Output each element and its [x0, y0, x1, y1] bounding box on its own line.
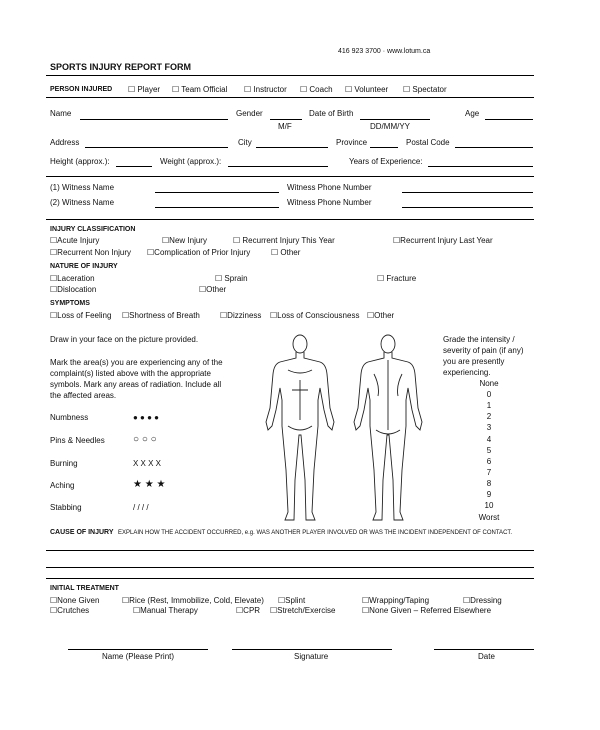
- role-coach-checkbox[interactable]: ☐ Coach: [300, 85, 333, 94]
- nature-label: NATURE OF INJURY: [50, 263, 118, 270]
- treatment-label: INITIAL TREATMENT: [50, 585, 119, 592]
- address-field[interactable]: [85, 147, 228, 148]
- pain-scale-7[interactable]: 7: [486, 468, 492, 477]
- province-field[interactable]: [370, 147, 398, 148]
- symptoms-label: SYMPTOMS: [50, 300, 90, 307]
- witness-2-label: (2) Witness Name: [50, 198, 115, 207]
- age-label: Age: [465, 109, 480, 118]
- date-field[interactable]: [434, 649, 534, 650]
- divider: [46, 75, 534, 76]
- dressing-checkbox[interactable]: ☐Dressing: [463, 596, 502, 605]
- pain-scale-4[interactable]: 4: [486, 435, 492, 444]
- legend-burning-symbol: X X X X: [133, 459, 162, 468]
- pain-scale-worst: Worst: [478, 513, 500, 522]
- body-back-figure: [354, 335, 422, 520]
- role-player-checkbox[interactable]: ☐ Player: [128, 85, 161, 94]
- weight-field[interactable]: [228, 166, 328, 167]
- postal-label: Postal Code: [406, 138, 450, 147]
- recurrent-last-year-checkbox[interactable]: ☐Recurrent Injury Last Year: [393, 236, 493, 245]
- body-front-figure: [266, 335, 334, 520]
- contact-info: 416 923 3700 · www.lotum.ca: [338, 48, 431, 55]
- cpr-checkbox[interactable]: ☐CPR: [236, 606, 261, 615]
- experience-label: Years of Experience:: [349, 157, 423, 166]
- date-label: Date: [478, 652, 495, 661]
- age-field[interactable]: [485, 119, 533, 120]
- nature-other-checkbox[interactable]: ☐Other: [199, 285, 227, 294]
- pain-scale-6[interactable]: 6: [486, 457, 492, 466]
- cause-label: CAUSE OF INJURY: [50, 529, 114, 536]
- sprain-checkbox[interactable]: ☐ Sprain: [215, 274, 248, 283]
- witness-1-phone-label: Witness Phone Number: [287, 183, 372, 192]
- divider: [46, 219, 534, 220]
- dob-field[interactable]: [360, 119, 430, 120]
- person-injured-label: PERSON INJURED: [50, 86, 113, 93]
- name-label: Name: [50, 109, 72, 118]
- experience-field[interactable]: [428, 166, 533, 167]
- legend-pins-symbol: ○ ○ ○: [133, 434, 157, 445]
- dizziness-checkbox[interactable]: ☐Dizziness: [220, 311, 262, 320]
- dislocation-checkbox[interactable]: ☐Dislocation: [50, 285, 97, 294]
- print-name-field[interactable]: [68, 649, 208, 650]
- pain-scale-9[interactable]: 9: [486, 490, 492, 499]
- pain-scale-3[interactable]: 3: [486, 423, 492, 432]
- address-label: Address: [50, 138, 80, 147]
- role-spectator-checkbox[interactable]: ☐ Spectator: [403, 85, 447, 94]
- gender-hint: M/F: [278, 122, 292, 131]
- mark-instruction-3: symbols. Mark any areas of radiation. Include all: [50, 380, 222, 389]
- city-field[interactable]: [256, 147, 328, 148]
- draw-instruction: Draw in your face on the picture provided.: [50, 335, 199, 344]
- pain-scale-0[interactable]: 0: [486, 390, 492, 399]
- height-label: Height (approx.):: [50, 157, 110, 166]
- shortness-of-breath-checkbox[interactable]: ☐Shortness of Breath: [122, 311, 200, 320]
- witness-2-field[interactable]: [155, 207, 279, 208]
- cause-line-1[interactable]: [46, 550, 534, 551]
- crutches-checkbox[interactable]: ☐Crutches: [50, 606, 90, 615]
- legend-burning-label: Burning: [50, 459, 78, 468]
- signature-field[interactable]: [232, 649, 392, 650]
- loss-of-consciousness-checkbox[interactable]: ☐Loss of Consciousness: [270, 311, 360, 320]
- wrapping-checkbox[interactable]: ☐Wrapping/Taping: [362, 596, 430, 605]
- pain-scale-5[interactable]: 5: [486, 446, 492, 455]
- witness-1-phone-field[interactable]: [402, 192, 533, 193]
- dob-label: Date of Birth: [309, 109, 354, 118]
- pain-scale-2[interactable]: 2: [486, 412, 492, 421]
- pain-title-1: Grade the intensity /: [443, 335, 515, 344]
- stretch-checkbox[interactable]: ☐Stretch/Exercise: [270, 606, 336, 615]
- pain-scale-8[interactable]: 8: [486, 479, 492, 488]
- mark-instruction-1: Mark the area(s) you are experiencing any of the: [50, 358, 223, 367]
- legend-stabbing-label: Stabbing: [50, 503, 82, 512]
- legend-pins-label: Pins & Needles: [50, 436, 105, 445]
- legend-numbness-symbol: ● ● ● ●: [133, 413, 159, 422]
- divider: [46, 176, 534, 177]
- loss-of-feeling-checkbox[interactable]: ☐Loss of Feeling: [50, 311, 112, 320]
- height-field[interactable]: [116, 166, 152, 167]
- role-instructor-checkbox[interactable]: ☐ Instructor: [244, 85, 287, 94]
- city-label: City: [238, 138, 252, 147]
- name-field[interactable]: [80, 119, 228, 120]
- cause-line-2[interactable]: [46, 567, 534, 568]
- postal-field[interactable]: [455, 147, 533, 148]
- print-name-label: Name (Please Print): [102, 652, 175, 661]
- recurrent-non-injury-checkbox[interactable]: ☐Recurrent Non Injury: [50, 248, 131, 257]
- recurrent-this-year-checkbox[interactable]: ☐ Recurrent Injury This Year: [233, 236, 335, 245]
- classification-other-checkbox[interactable]: ☐ Other: [271, 248, 301, 257]
- referred-checkbox[interactable]: ☐None Given – Referred Elsewhere: [362, 606, 492, 615]
- splint-checkbox[interactable]: ☐Splint: [278, 596, 306, 605]
- divider: [46, 97, 534, 98]
- weight-label: Weight (approx.):: [160, 157, 222, 166]
- witness-1-label: (1) Witness Name: [50, 183, 115, 192]
- legend-numbness-label: Numbness: [50, 413, 89, 422]
- symptoms-other-checkbox[interactable]: ☐Other: [367, 311, 395, 320]
- signature-label: Signature: [294, 652, 329, 661]
- pain-title-2: severity of pain (if any): [443, 346, 524, 355]
- divider: [46, 578, 534, 579]
- none-given-checkbox[interactable]: ☐None Given: [50, 596, 100, 605]
- laceration-checkbox[interactable]: ☐Laceration: [50, 274, 95, 283]
- gender-field[interactable]: [270, 119, 302, 120]
- legend-aching-label: Aching: [50, 481, 75, 490]
- pain-scale-10[interactable]: 10: [484, 501, 494, 510]
- complication-prior-checkbox[interactable]: ☐Complication of Prior Injury: [147, 248, 251, 257]
- province-label: Province: [336, 138, 368, 147]
- pain-title-4: experiencing.: [443, 368, 491, 377]
- cause-hint: EXPLAIN HOW THE ACCIDENT OCCURRED, e.g. WAS ANOTHER PLAYER INVOLVED OR WAS THE INCIDENT INDEPENDENT OF CONTACT.: [118, 530, 513, 536]
- injury-classification-label: INJURY CLASSIFICATION: [50, 226, 136, 233]
- mark-instruction-2: complaint(s) listed above with the appropriate: [50, 369, 211, 378]
- rice-checkbox[interactable]: ☐Rice (Rest, Immobilize, Cold, Elevate): [122, 596, 264, 605]
- role-team-official-checkbox[interactable]: ☐ Team Official: [172, 85, 228, 94]
- pain-scale-none: None: [479, 379, 499, 388]
- pain-title-3: you are presently: [443, 357, 505, 366]
- witness-2-phone-field[interactable]: [402, 207, 533, 208]
- witness-2-phone-label: Witness Phone Number: [287, 198, 372, 207]
- legend-stabbing-symbol: / / / /: [133, 503, 149, 512]
- manual-therapy-checkbox[interactable]: ☐Manual Therapy: [133, 606, 198, 615]
- gender-label: Gender: [236, 109, 263, 118]
- witness-1-field[interactable]: [155, 192, 279, 193]
- legend-aching-symbol: ★ ★ ★: [133, 479, 166, 490]
- acute-injury-checkbox[interactable]: ☐Acute Injury: [50, 236, 100, 245]
- role-volunteer-checkbox[interactable]: ☐ Volunteer: [345, 85, 389, 94]
- body-diagram[interactable]: [258, 330, 438, 525]
- mark-instruction-4: the affected areas.: [50, 391, 117, 400]
- form-title: SPORTS INJURY REPORT FORM: [50, 62, 192, 72]
- fracture-checkbox[interactable]: ☐ Fracture: [377, 274, 417, 283]
- new-injury-checkbox[interactable]: ☐New Injury: [162, 236, 207, 245]
- pain-scale-1[interactable]: 1: [486, 401, 492, 410]
- dob-hint: DD/MM/YY: [370, 122, 410, 131]
